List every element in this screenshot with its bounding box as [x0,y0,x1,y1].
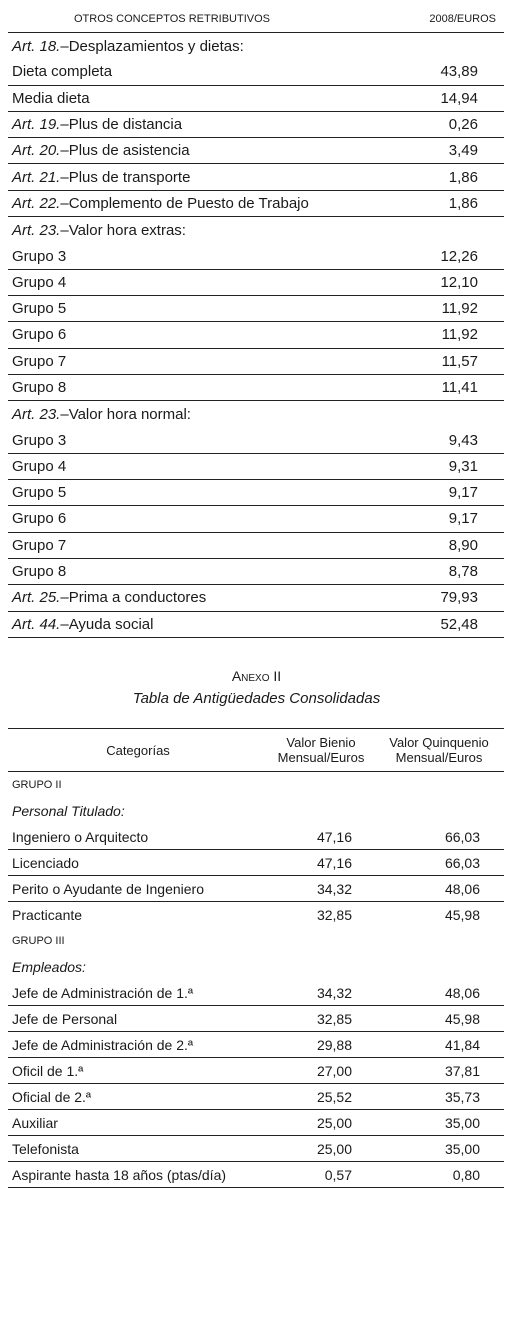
bienio-value: 25,00 [316,1114,352,1131]
table-row [8,1032,504,1058]
row-label [8,142,190,159]
article-number: Art. 19. [12,116,61,134]
category-label: Ingeniero o Arquitecto [12,828,149,845]
table-row [8,401,504,427]
table-row [8,1058,504,1084]
bienio-value: 25,00 [316,1140,352,1157]
row-value: 9,43 [448,431,478,449]
table-row [8,824,504,850]
table-row [8,533,504,559]
row-value: 12,26 [440,247,478,265]
category-label: GRUPO III [12,935,65,947]
row-value: 9,17 [448,484,478,502]
concept-text: –Valor hora extras: [60,221,186,239]
concept-text: –Valor hora normal: [60,405,191,423]
quinquenio-value: 66,03 [444,854,480,871]
table-header [8,728,504,772]
row-label [8,116,182,133]
table-row [8,59,504,85]
concept-text: Media dieta [12,89,90,107]
table-row [8,86,504,112]
concept-text: Grupo 6 [12,510,67,528]
bienio-value: 47,16 [316,828,352,845]
bienio-value: 25,52 [316,1088,352,1105]
row-value: 11,92 [441,326,478,344]
table-row [8,164,504,190]
table-row [8,454,504,480]
concept-text: Grupo 3 [12,431,67,449]
row-value: 12,10 [440,273,478,291]
table-row [8,296,504,322]
concept-text: Grupo 4 [12,457,67,475]
table-header [8,6,504,33]
table-row [8,585,504,611]
article-number: Art. 23. [12,221,61,239]
section-heading [8,798,504,824]
bienio-value: 29,88 [316,1036,352,1053]
quinquenio-value: 45,98 [444,1010,480,1027]
row-label [8,222,186,239]
row-value: 1,86 [448,168,478,186]
row-value: 14,94 [440,89,478,107]
row-value: 43,89 [440,63,478,81]
article-number: Art. 23. [12,405,61,423]
bienio-value: 34,32 [316,984,352,1001]
annex-subtitle: Tabla de Antigüedades Consolidadas [132,690,381,707]
quinquenio-value: 41,84 [444,1036,480,1053]
table-row [8,270,504,296]
table-row [8,349,504,375]
quinquenio-value: 37,81 [444,1062,480,1079]
quinquenio-value: 0,80 [452,1166,480,1183]
annex-heading [0,668,513,707]
table-row [8,506,504,532]
row-label [8,353,66,370]
concept-text: Grupo 3 [12,247,67,265]
row-value: 11,57 [441,352,478,370]
row-value: 8,78 [448,563,478,581]
bienio-value: 27,00 [316,1062,352,1079]
table-row [8,876,504,902]
concept-header: OTROS CONCEPTOS RETRIBUTIVOS [74,13,270,25]
table-row [8,850,504,876]
table-row [8,427,504,453]
row-value: 0,26 [448,116,478,134]
concept-text: –Prima a conductores [60,589,207,607]
row-label [8,589,206,606]
category-label: Aspirante hasta 18 años (ptas/día) [12,1166,227,1183]
year-header: 2008/EUROS [429,13,496,25]
row-label [8,274,66,291]
row-label [8,484,66,501]
concept-text: Grupo 8 [12,563,67,581]
row-label [8,510,66,527]
table-row [8,1084,504,1110]
categories-header: Categorías [106,742,170,758]
row-label [8,432,66,449]
concept-text: Grupo 5 [12,300,67,318]
article-number: Art. 20. [12,142,61,160]
table-row [8,191,504,217]
row-label [8,169,190,186]
bienio-value: 0,57 [324,1166,352,1183]
row-label [8,90,90,107]
row-value: 11,92 [441,300,478,318]
quinquenio-value: 48,06 [444,984,480,1001]
category-label: Practicante [12,907,83,923]
concept-text: Grupo 4 [12,273,67,291]
row-label [8,195,309,212]
table-row [8,112,504,138]
category-label: Personal Titulado: [12,803,125,819]
row-label [8,326,66,343]
category-label: Perito o Ayudante de Ingeniero [12,880,205,897]
quinquenio-value: 48,06 [444,880,480,897]
row-value: 9,31 [448,457,478,475]
row-value: 79,93 [440,589,478,607]
row-label [8,563,66,580]
quinquenio-value: 35,00 [444,1114,480,1131]
seniority-table [8,728,504,1188]
section-heading [8,954,504,980]
group-heading [8,772,504,798]
article-number: Art. 21. [12,168,61,186]
table-row [8,1136,504,1162]
concept-text: Grupo 5 [12,484,67,502]
row-value: 11,41 [441,379,478,396]
table-row [8,559,504,585]
article-number: Art. 25. [12,589,61,607]
table-row [8,322,504,348]
quinquenio-value: 45,98 [444,907,480,923]
concept-text: –Plus de transporte [60,168,191,186]
category-label: Oficial de 2.ª [12,1088,92,1105]
article-number: Art. 22. [12,194,61,212]
concept-text: Grupo 8 [12,379,67,396]
row-label [8,379,66,396]
row-label [8,406,191,423]
bienio-value: 34,32 [316,880,352,897]
concept-text: Grupo 7 [12,352,67,370]
article-number: Art. 18. [12,37,61,55]
row-label [8,300,66,317]
article-number: Art. 44. [12,615,61,633]
table-row [8,33,504,59]
bienio-value: 32,85 [316,907,352,923]
table-row [8,375,504,401]
table-row [8,138,504,164]
concept-text: Grupo 6 [12,326,67,344]
category-label: Empleados: [12,959,86,975]
quinquenio-value: 35,00 [444,1140,480,1157]
row-value: 8,90 [448,536,478,554]
table-row [8,1162,504,1188]
concept-text: –Desplazamientos y dietas: [60,37,244,55]
table-row [8,612,504,638]
other-concepts-table [8,6,504,638]
table-row [8,1006,504,1032]
table-row [8,980,504,1006]
row-label [8,616,153,633]
row-label [8,248,66,265]
group-heading [8,928,504,954]
concept-text: –Plus de distancia [60,116,183,134]
row-value: 52,48 [440,615,478,633]
category-label: Licenciado [12,854,79,871]
category-label: Jefe de Administración de 2.ª [12,1036,194,1053]
quinquenio-value: 66,03 [444,828,480,845]
table-row [8,217,504,243]
concept-text: Grupo 7 [12,536,67,554]
table-row [8,480,504,506]
table-row [8,902,504,928]
bienio-value: 32,85 [316,1010,352,1027]
concept-text: Dieta completa [12,63,113,81]
concept-text: –Ayuda social [60,615,154,633]
row-value: 3,49 [448,142,478,160]
category-label: Jefe de Administración de 1.ª [12,984,194,1001]
quinquenio-header: Valor Quinquenio Mensual/Euros [389,735,489,765]
category-label: Oficil de 1.ª [12,1062,84,1079]
row-label [8,38,244,55]
bienio-value: 47,16 [316,854,352,871]
table-row [8,243,504,269]
row-label [8,458,66,475]
category-label: Telefonista [12,1140,79,1157]
category-label: Auxiliar [12,1114,58,1131]
table-row [8,1110,504,1136]
category-label: GRUPO II [12,779,62,791]
quinquenio-value: 35,73 [444,1088,480,1105]
row-value: 9,17 [448,510,478,528]
category-label: Jefe de Personal [12,1010,118,1027]
row-label [8,537,66,554]
annex-title: Anexo II [231,668,282,684]
concept-text: –Complemento de Puesto de Trabajo [60,194,309,212]
concept-text: –Plus de asistencia [60,142,190,160]
row-label [8,63,112,80]
bienio-header: Valor Bienio Mensual/Euros [277,735,365,765]
row-value: 1,86 [448,194,478,212]
